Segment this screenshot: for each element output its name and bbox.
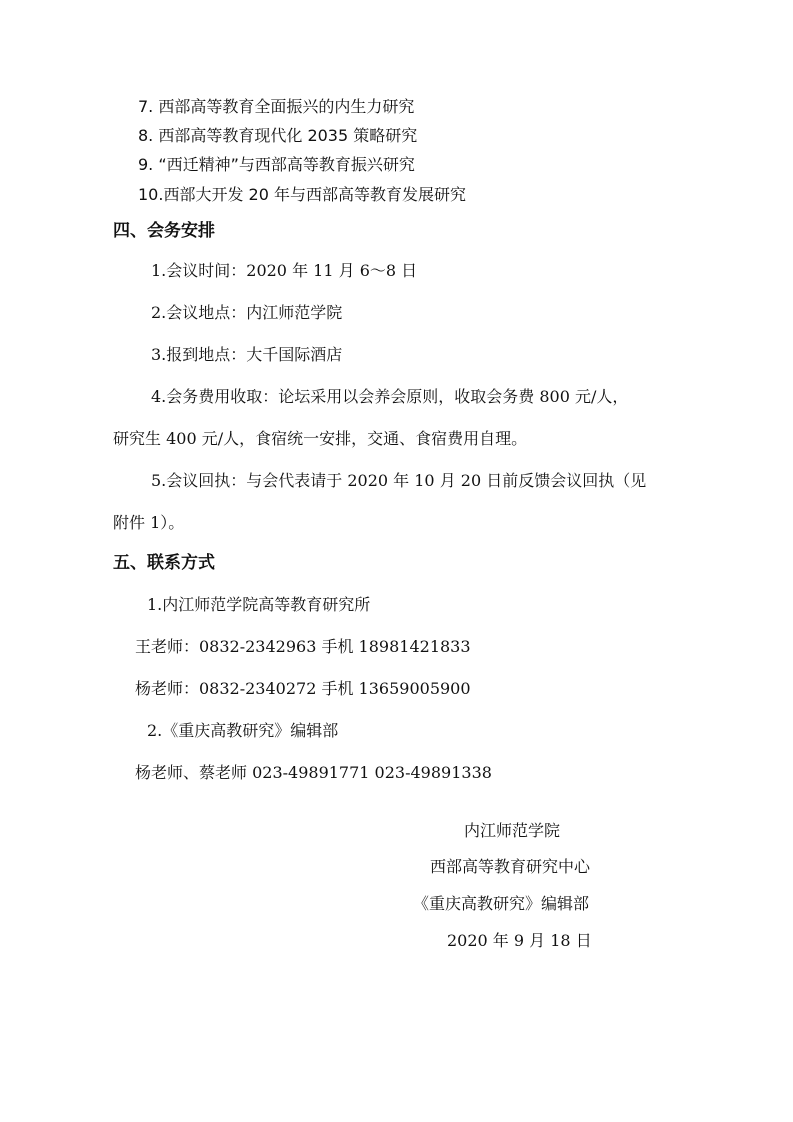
meeting-time: 1.会议时间：2020 年 11 月 6～8 日 [151, 261, 418, 280]
topic-item-10: 10.西部大开发 20 年与西部高等教育发展研究 [138, 185, 466, 204]
meeting-receipt-line-1: 5.会议回执：与会代表请于 2020 年 10 月 20 日前反馈会议回执（见 [151, 471, 647, 490]
contact-org-1: 1.内江师范学院高等教育研究所 [147, 595, 371, 614]
meeting-receipt-line-2: 附件 1）。 [113, 513, 185, 532]
contact-yang-cai: 杨老师、蔡老师 023-49891771 023-49891338 [135, 763, 492, 782]
contact-wang: 王老师：0832-2342963 手机 18981421833 [135, 637, 471, 656]
topic-item-7: 7. 西部高等教育全面振兴的内生力研究 [138, 97, 415, 116]
signature-org-3: 《重庆高教研究》编辑部 [413, 894, 590, 913]
registration-location: 3.报到地点：大千国际酒店 [151, 345, 343, 364]
signature-date: 2020 年 9 月 18 日 [447, 931, 592, 950]
meeting-location: 2.会议地点：内江师范学院 [151, 303, 343, 322]
contact-org-2: 2.《重庆高教研究》编辑部 [147, 721, 339, 740]
topic-item-8: 8. 西部高等教育现代化 2035 策略研究 [138, 126, 418, 145]
topic-item-9: 9. “西迁精神”与西部高等教育振兴研究 [138, 155, 415, 174]
section-5-heading: 五、联系方式 [113, 553, 215, 573]
signature-org-2: 西部高等教育研究中心 [430, 857, 591, 876]
meeting-fee-line-2: 研究生 400 元/人，食宿统一安排，交通、食宿费用自理。 [113, 429, 528, 448]
section-4-heading: 四、会务安排 [113, 221, 215, 241]
meeting-fee-line-1: 4.会务费用收取：论坛采用以会养会原则，收取会务费 800 元/人， [151, 387, 629, 406]
contact-yang: 杨老师：0832-2340272 手机 13659005900 [135, 679, 471, 698]
signature-org-1: 内江师范学院 [464, 821, 561, 840]
